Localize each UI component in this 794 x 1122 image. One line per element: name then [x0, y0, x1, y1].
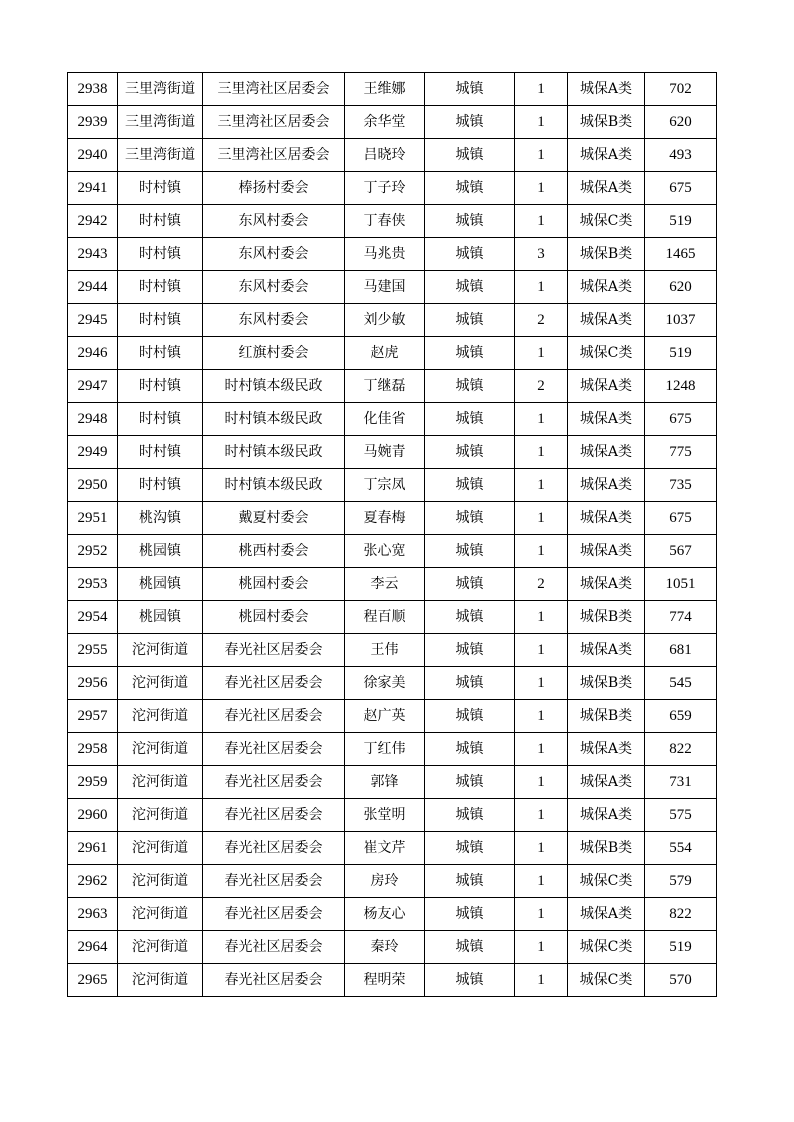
household-count-cell: 2 [515, 568, 568, 601]
area-type-cell: 城镇 [425, 73, 515, 106]
household-count-cell: 1 [515, 700, 568, 733]
street-town-cell: 沱河街道 [118, 931, 203, 964]
household-count-cell: 1 [515, 799, 568, 832]
table-row [68, 799, 717, 832]
area-type-cell: 城镇 [425, 568, 515, 601]
household-count-cell: 1 [515, 139, 568, 172]
street-town-cell: 时村镇 [118, 172, 203, 205]
amount-cell: 1248 [645, 370, 717, 403]
household-count-cell: 1 [515, 535, 568, 568]
insurance-category-cell: 城保A类 [568, 535, 645, 568]
row-number-cell: 2942 [68, 205, 118, 238]
row-number-cell: 2960 [68, 799, 118, 832]
committee-cell: 东风村委会 [203, 304, 345, 337]
person-name-cell: 夏春梅 [345, 502, 425, 535]
household-count-cell: 1 [515, 832, 568, 865]
row-number-cell: 2945 [68, 304, 118, 337]
insurance-category-cell: 城保A类 [568, 469, 645, 502]
household-count-cell: 1 [515, 436, 568, 469]
amount-cell: 519 [645, 205, 717, 238]
household-count-cell: 1 [515, 865, 568, 898]
insurance-category-cell: 城保A类 [568, 766, 645, 799]
row-number-cell: 2940 [68, 139, 118, 172]
insurance-category-cell: 城保B类 [568, 700, 645, 733]
row-number-cell: 2944 [68, 271, 118, 304]
table-row [68, 535, 717, 568]
table-row [68, 568, 717, 601]
street-town-cell: 桃园镇 [118, 568, 203, 601]
area-type-cell: 城镇 [425, 106, 515, 139]
amount-cell: 774 [645, 601, 717, 634]
row-number-cell: 2953 [68, 568, 118, 601]
household-count-cell: 1 [515, 337, 568, 370]
table-row [68, 898, 717, 931]
household-count-cell: 1 [515, 601, 568, 634]
row-number-cell: 2941 [68, 172, 118, 205]
person-name-cell: 房玲 [345, 865, 425, 898]
insurance-category-cell: 城保A类 [568, 139, 645, 172]
person-name-cell: 张心宽 [345, 535, 425, 568]
household-count-cell: 2 [515, 370, 568, 403]
amount-cell: 681 [645, 634, 717, 667]
person-name-cell: 余华堂 [345, 106, 425, 139]
row-number-cell: 2961 [68, 832, 118, 865]
area-type-cell: 城镇 [425, 172, 515, 205]
table-body [68, 73, 717, 997]
amount-cell: 675 [645, 403, 717, 436]
street-town-cell: 时村镇 [118, 469, 203, 502]
street-town-cell: 沱河街道 [118, 634, 203, 667]
committee-cell: 春光社区居委会 [203, 832, 345, 865]
area-type-cell: 城镇 [425, 832, 515, 865]
committee-cell: 桃西村委会 [203, 535, 345, 568]
street-town-cell: 时村镇 [118, 403, 203, 436]
amount-cell: 620 [645, 106, 717, 139]
row-number-cell: 2956 [68, 667, 118, 700]
committee-cell: 三里湾社区居委会 [203, 73, 345, 106]
amount-cell: 822 [645, 733, 717, 766]
insurance-category-cell: 城保C类 [568, 337, 645, 370]
street-town-cell: 沱河街道 [118, 964, 203, 997]
area-type-cell: 城镇 [425, 337, 515, 370]
household-count-cell: 1 [515, 931, 568, 964]
amount-cell: 735 [645, 469, 717, 502]
table-row [68, 502, 717, 535]
committee-cell: 春光社区居委会 [203, 898, 345, 931]
household-count-cell: 1 [515, 106, 568, 139]
table-row [68, 931, 717, 964]
area-type-cell: 城镇 [425, 238, 515, 271]
row-number-cell: 2938 [68, 73, 118, 106]
table-row [68, 733, 717, 766]
person-name-cell: 丁子玲 [345, 172, 425, 205]
person-name-cell: 秦玲 [345, 931, 425, 964]
household-count-cell: 1 [515, 502, 568, 535]
household-count-cell: 1 [515, 766, 568, 799]
committee-cell: 东风村委会 [203, 271, 345, 304]
amount-cell: 731 [645, 766, 717, 799]
person-name-cell: 张堂明 [345, 799, 425, 832]
person-name-cell: 程百顺 [345, 601, 425, 634]
person-name-cell: 郭锋 [345, 766, 425, 799]
amount-cell: 775 [645, 436, 717, 469]
area-type-cell: 城镇 [425, 139, 515, 172]
street-town-cell: 沱河街道 [118, 898, 203, 931]
table-row [68, 634, 717, 667]
table-row [68, 172, 717, 205]
committee-cell: 三里湾社区居委会 [203, 139, 345, 172]
household-count-cell: 1 [515, 271, 568, 304]
amount-cell: 519 [645, 337, 717, 370]
insurance-category-cell: 城保A类 [568, 634, 645, 667]
street-town-cell: 三里湾街道 [118, 73, 203, 106]
insurance-category-cell: 城保B类 [568, 832, 645, 865]
table-row [68, 139, 717, 172]
insurance-category-cell: 城保A类 [568, 172, 645, 205]
person-name-cell: 马建国 [345, 271, 425, 304]
household-count-cell: 1 [515, 733, 568, 766]
committee-cell: 春光社区居委会 [203, 964, 345, 997]
amount-cell: 620 [645, 271, 717, 304]
street-town-cell: 时村镇 [118, 304, 203, 337]
row-number-cell: 2962 [68, 865, 118, 898]
committee-cell: 时村镇本级民政 [203, 469, 345, 502]
person-name-cell: 赵广英 [345, 700, 425, 733]
table-row [68, 73, 717, 106]
amount-cell: 570 [645, 964, 717, 997]
table-row [68, 304, 717, 337]
amount-cell: 493 [645, 139, 717, 172]
street-town-cell: 时村镇 [118, 436, 203, 469]
person-name-cell: 王伟 [345, 634, 425, 667]
table-row [68, 865, 717, 898]
area-type-cell: 城镇 [425, 766, 515, 799]
amount-cell: 575 [645, 799, 717, 832]
committee-cell: 东风村委会 [203, 238, 345, 271]
area-type-cell: 城镇 [425, 304, 515, 337]
street-town-cell: 时村镇 [118, 238, 203, 271]
amount-cell: 1037 [645, 304, 717, 337]
committee-cell: 春光社区居委会 [203, 865, 345, 898]
insurance-category-cell: 城保A类 [568, 568, 645, 601]
street-town-cell: 时村镇 [118, 205, 203, 238]
insurance-category-cell: 城保A类 [568, 403, 645, 436]
street-town-cell: 沱河街道 [118, 700, 203, 733]
committee-cell: 春光社区居委会 [203, 799, 345, 832]
insurance-category-cell: 城保A类 [568, 799, 645, 832]
insurance-category-cell: 城保B类 [568, 106, 645, 139]
amount-cell: 545 [645, 667, 717, 700]
table-row [68, 436, 717, 469]
insurance-category-cell: 城保A类 [568, 733, 645, 766]
person-name-cell: 徐家美 [345, 667, 425, 700]
street-town-cell: 三里湾街道 [118, 106, 203, 139]
street-town-cell: 桃园镇 [118, 601, 203, 634]
table-row [68, 667, 717, 700]
area-type-cell: 城镇 [425, 634, 515, 667]
amount-cell: 579 [645, 865, 717, 898]
street-town-cell: 时村镇 [118, 370, 203, 403]
area-type-cell: 城镇 [425, 601, 515, 634]
person-name-cell: 丁宗凤 [345, 469, 425, 502]
row-number-cell: 2947 [68, 370, 118, 403]
insurance-category-cell: 城保A类 [568, 271, 645, 304]
committee-cell: 春光社区居委会 [203, 634, 345, 667]
table-row [68, 469, 717, 502]
amount-cell: 702 [645, 73, 717, 106]
area-type-cell: 城镇 [425, 733, 515, 766]
area-type-cell: 城镇 [425, 535, 515, 568]
amount-cell: 567 [645, 535, 717, 568]
area-type-cell: 城镇 [425, 799, 515, 832]
row-number-cell: 2954 [68, 601, 118, 634]
insurance-category-cell: 城保A类 [568, 370, 645, 403]
area-type-cell: 城镇 [425, 667, 515, 700]
data-table [67, 72, 717, 997]
insurance-category-cell: 城保A类 [568, 502, 645, 535]
insurance-category-cell: 城保B类 [568, 667, 645, 700]
committee-cell: 时村镇本级民政 [203, 436, 345, 469]
committee-cell: 春光社区居委会 [203, 733, 345, 766]
street-town-cell: 三里湾街道 [118, 139, 203, 172]
amount-cell: 519 [645, 931, 717, 964]
table-row [68, 964, 717, 997]
row-number-cell: 2949 [68, 436, 118, 469]
committee-cell: 三里湾社区居委会 [203, 106, 345, 139]
amount-cell: 675 [645, 172, 717, 205]
row-number-cell: 2946 [68, 337, 118, 370]
table-row [68, 700, 717, 733]
committee-cell: 桃园村委会 [203, 601, 345, 634]
insurance-category-cell: 城保C类 [568, 964, 645, 997]
committee-cell: 春光社区居委会 [203, 766, 345, 799]
insurance-category-cell: 城保B类 [568, 238, 645, 271]
insurance-category-cell: 城保A类 [568, 73, 645, 106]
street-town-cell: 沱河街道 [118, 766, 203, 799]
amount-cell: 659 [645, 700, 717, 733]
person-name-cell: 李云 [345, 568, 425, 601]
household-count-cell: 1 [515, 898, 568, 931]
committee-cell: 春光社区居委会 [203, 667, 345, 700]
table-row [68, 601, 717, 634]
committee-cell: 时村镇本级民政 [203, 403, 345, 436]
row-number-cell: 2963 [68, 898, 118, 931]
household-count-cell: 1 [515, 667, 568, 700]
amount-cell: 1465 [645, 238, 717, 271]
person-name-cell: 刘少敏 [345, 304, 425, 337]
amount-cell: 822 [645, 898, 717, 931]
insurance-category-cell: 城保C类 [568, 865, 645, 898]
table-row [68, 337, 717, 370]
amount-cell: 1051 [645, 568, 717, 601]
insurance-category-cell: 城保C类 [568, 931, 645, 964]
person-name-cell: 丁继磊 [345, 370, 425, 403]
area-type-cell: 城镇 [425, 436, 515, 469]
table-row [68, 238, 717, 271]
table-row [68, 205, 717, 238]
committee-cell: 东风村委会 [203, 205, 345, 238]
person-name-cell: 丁红伟 [345, 733, 425, 766]
table-row [68, 403, 717, 436]
row-number-cell: 2964 [68, 931, 118, 964]
area-type-cell: 城镇 [425, 700, 515, 733]
household-count-cell: 1 [515, 403, 568, 436]
row-number-cell: 2951 [68, 502, 118, 535]
amount-cell: 675 [645, 502, 717, 535]
street-town-cell: 沱河街道 [118, 832, 203, 865]
street-town-cell: 时村镇 [118, 337, 203, 370]
committee-cell: 春光社区居委会 [203, 700, 345, 733]
person-name-cell: 程明荣 [345, 964, 425, 997]
row-number-cell: 2948 [68, 403, 118, 436]
row-number-cell: 2957 [68, 700, 118, 733]
household-count-cell: 1 [515, 205, 568, 238]
person-name-cell: 吕晓玲 [345, 139, 425, 172]
person-name-cell: 赵虎 [345, 337, 425, 370]
person-name-cell: 杨友心 [345, 898, 425, 931]
area-type-cell: 城镇 [425, 964, 515, 997]
table-row [68, 106, 717, 139]
street-town-cell: 桃园镇 [118, 535, 203, 568]
table-row [68, 766, 717, 799]
area-type-cell: 城镇 [425, 370, 515, 403]
household-count-cell: 3 [515, 238, 568, 271]
area-type-cell: 城镇 [425, 865, 515, 898]
area-type-cell: 城镇 [425, 502, 515, 535]
street-town-cell: 桃沟镇 [118, 502, 203, 535]
area-type-cell: 城镇 [425, 898, 515, 931]
insurance-category-cell: 城保A类 [568, 898, 645, 931]
person-name-cell: 马兆贵 [345, 238, 425, 271]
household-count-cell: 1 [515, 634, 568, 667]
row-number-cell: 2950 [68, 469, 118, 502]
insurance-category-cell: 城保B类 [568, 601, 645, 634]
row-number-cell: 2943 [68, 238, 118, 271]
household-count-cell: 2 [515, 304, 568, 337]
row-number-cell: 2965 [68, 964, 118, 997]
person-name-cell: 丁春侠 [345, 205, 425, 238]
row-number-cell: 2955 [68, 634, 118, 667]
committee-cell: 春光社区居委会 [203, 931, 345, 964]
table-row [68, 832, 717, 865]
area-type-cell: 城镇 [425, 931, 515, 964]
street-town-cell: 沱河街道 [118, 865, 203, 898]
street-town-cell: 时村镇 [118, 271, 203, 304]
insurance-category-cell: 城保A类 [568, 436, 645, 469]
amount-cell: 554 [645, 832, 717, 865]
row-number-cell: 2939 [68, 106, 118, 139]
person-name-cell: 崔文芹 [345, 832, 425, 865]
person-name-cell: 化佳省 [345, 403, 425, 436]
table-row [68, 370, 717, 403]
person-name-cell: 王维娜 [345, 73, 425, 106]
street-town-cell: 沱河街道 [118, 667, 203, 700]
committee-cell: 时村镇本级民政 [203, 370, 345, 403]
household-count-cell: 1 [515, 964, 568, 997]
street-town-cell: 沱河街道 [118, 799, 203, 832]
area-type-cell: 城镇 [425, 205, 515, 238]
committee-cell: 棒扬村委会 [203, 172, 345, 205]
row-number-cell: 2958 [68, 733, 118, 766]
area-type-cell: 城镇 [425, 403, 515, 436]
street-town-cell: 沱河街道 [118, 733, 203, 766]
insurance-category-cell: 城保C类 [568, 205, 645, 238]
household-count-cell: 1 [515, 73, 568, 106]
area-type-cell: 城镇 [425, 469, 515, 502]
committee-cell: 桃园村委会 [203, 568, 345, 601]
committee-cell: 戴夏村委会 [203, 502, 345, 535]
insurance-category-cell: 城保A类 [568, 304, 645, 337]
area-type-cell: 城镇 [425, 271, 515, 304]
household-count-cell: 1 [515, 469, 568, 502]
row-number-cell: 2952 [68, 535, 118, 568]
table-row [68, 271, 717, 304]
row-number-cell: 2959 [68, 766, 118, 799]
household-count-cell: 1 [515, 172, 568, 205]
person-name-cell: 马婉青 [345, 436, 425, 469]
committee-cell: 红旗村委会 [203, 337, 345, 370]
